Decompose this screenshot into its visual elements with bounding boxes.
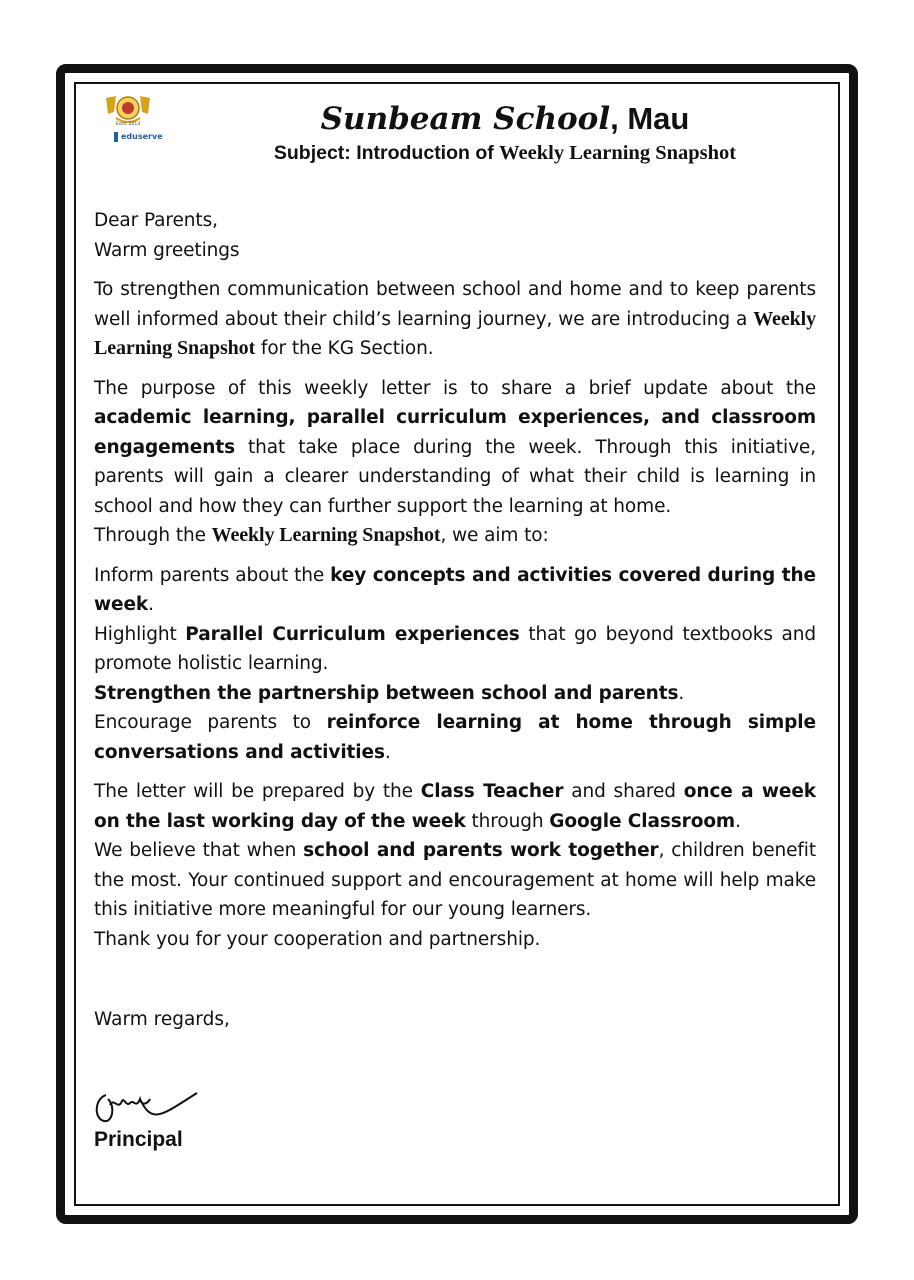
- school-name: Sunbeam School: [320, 101, 611, 137]
- list-item: [94, 620, 816, 679]
- text-run: We believe that when: [94, 840, 304, 861]
- text-run: .: [678, 682, 685, 704]
- school-crest-icon: [98, 92, 163, 144]
- subject-prefix: Subject: Introduction of: [273, 142, 500, 164]
- signatory-title: Principal: [94, 1128, 183, 1151]
- text-run: The purpose of this weekly letter is to share a brief update about the: [94, 377, 816, 399]
- text-run: .: [384, 741, 391, 763]
- thanks-line: Thank you for your cooperation and partnership.: [94, 928, 541, 950]
- text-run: To strengthen communication between school and home and to keep parents well informed about their child’s learning journey, we are introducing a: [94, 279, 816, 330]
- logo-caption: Estd. 2013: [115, 122, 141, 127]
- emphasis: Strengthen the partnership between school and parents: [94, 682, 679, 704]
- paragraph-intro: [94, 275, 816, 364]
- text-run: The letter will be prepared by the: [94, 781, 421, 802]
- emphasis: once a week on the last working day of the week: [94, 781, 816, 832]
- text-run: , we aim to:: [440, 525, 549, 546]
- text-run: .: [148, 594, 154, 615]
- text-run: for the KG Section.: [255, 338, 434, 359]
- text-run: , children benefit the most. Your continued support and encouragement at home will help make this initiative more meaningful for our young learners.: [94, 840, 816, 920]
- subject-title: Weekly Learning Snapshot: [499, 142, 737, 164]
- emphasis: school and parents work together: [303, 840, 659, 861]
- closing: Warm regards,: [94, 1009, 230, 1030]
- text-run: Highlight: [94, 623, 186, 645]
- emphasis: Weekly Learning Snapshot: [211, 524, 441, 546]
- text-run: Through the: [94, 525, 212, 546]
- aims-list: [94, 561, 816, 768]
- emphasis: Parallel Curriculum experiences: [185, 623, 520, 645]
- text-run: that go beyond textbooks and promote holistic learning.: [94, 623, 817, 674]
- text-run: Encourage parents to: [94, 712, 327, 733]
- list-item: [94, 679, 816, 709]
- school-location: , Mau: [610, 101, 690, 136]
- emphasis: Google Classroom: [549, 810, 736, 832]
- text-run: .: [735, 810, 741, 832]
- text-run: through: [465, 810, 550, 832]
- paragraph-process: [94, 777, 816, 836]
- greeting: Warm greetings: [94, 239, 240, 261]
- list-item: [94, 561, 816, 620]
- paragraph-belief: [94, 836, 816, 925]
- letter-heading: [170, 100, 840, 166]
- emphasis: academic learning, parallel curriculum experiences, and classroom engagements: [94, 407, 816, 458]
- aims-intro: [94, 521, 816, 551]
- emphasis: Weekly Learning Snapshot: [94, 307, 816, 359]
- paragraph-purpose: [94, 374, 816, 522]
- text-run: and shared: [563, 781, 684, 802]
- text-run: Inform parents about the: [94, 564, 331, 586]
- letter-body: [94, 206, 816, 954]
- emphasis: reinforce learning at home through simple conversations and activities: [94, 712, 816, 763]
- logo-partner-name: eduserve: [121, 132, 163, 141]
- text-run: that take place during the week. Through this initiative, parents will gain a clearer understanding of what their child is learning in school and how they can further support the learning at home.: [94, 436, 816, 517]
- school-title: [170, 100, 840, 138]
- emphasis: key concepts and activities covered during the week: [94, 564, 816, 615]
- salutation: Dear Parents,: [94, 210, 218, 231]
- subject-line: [170, 140, 840, 166]
- emphasis: Class Teacher: [420, 781, 564, 802]
- list-item: [94, 708, 816, 767]
